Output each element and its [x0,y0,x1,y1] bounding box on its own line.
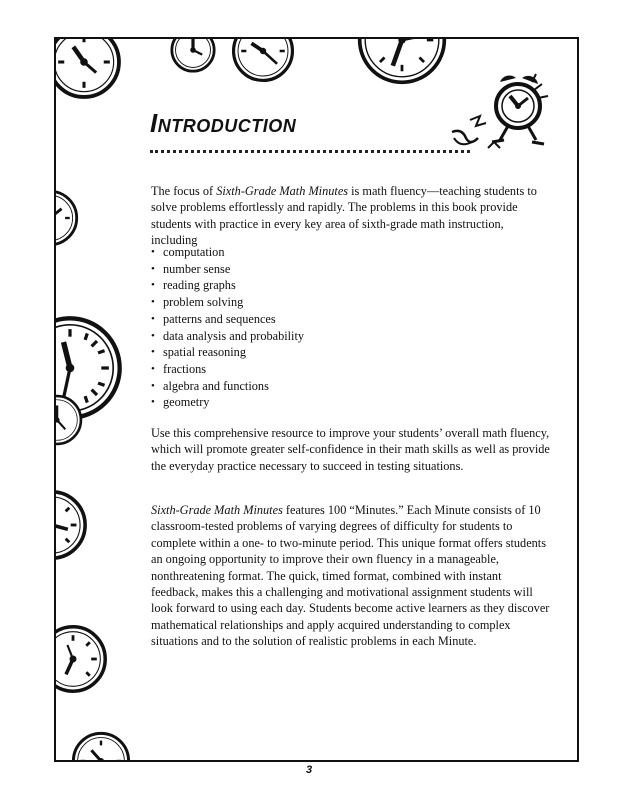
clock-icon [54,489,88,561]
page-number: 3 [305,764,313,776]
list-item: • fractions [151,361,551,378]
topic-list [151,244,551,411]
intro-paragraph [151,183,551,249]
clock-icon [231,37,295,83]
alarm-clock-mascot-icon [448,62,558,162]
list-item: • geometry [151,394,551,411]
clock-icon [356,37,448,86]
list-item: • problem solving [151,294,551,311]
list-item: • algebra and functions [151,378,551,395]
clock-icon [71,731,131,762]
clock-icon [170,37,216,73]
intro-text-start: The focus of [151,184,217,198]
title-divider [150,150,470,153]
intro-text-end: is math fluency—teaching students to solve problems effortlessly and rapidly. The problems in this book provide students with practice in every key area of sixth-grade math instruction, including [151,184,537,248]
list-item: • spatial reasoning [151,344,551,361]
list-item: • patterns and sequences [151,311,551,328]
fluency-paragraph: Use this comprehensive resource to improve your students’ overall math fluency, which will promote greater self-confidence in their math skills as well as provide the everyday practice necessary to succeed in testing situations. [151,426,550,473]
features-text: features 100 “Minutes.” Each Minute consists of 10 classroom-tested problems of varying degrees of difficulty for students to complete within a one- to two-minute period. This unique format offers students an ongoing opportunity to improve their own fluency in a manageable, nonthreatening format. The quick, timed format, combined with instant feedback, makes this a challenging and motivational assignment students will look forward to using each day. Students become active learners as they discover mathematical relationships and apply acquired understanding to complex situations and to the solution of realistic problems in each Minute. [151,503,550,649]
list-item: • data analysis and probability [151,328,551,345]
book-title: Sixth-Grade Math Minutes [151,503,283,517]
list-item: • number sense [151,261,551,278]
clock-icon [54,189,79,247]
clock-icon [54,37,122,100]
book-title: Sixth-Grade Math Minutes [216,184,349,198]
list-item: • computation [151,244,551,261]
clock-icon [54,394,83,446]
page-title: Introduction [150,108,297,138]
list-item: • reading graphs [151,277,551,294]
features-paragraph [151,502,551,650]
clock-icon [54,624,108,694]
